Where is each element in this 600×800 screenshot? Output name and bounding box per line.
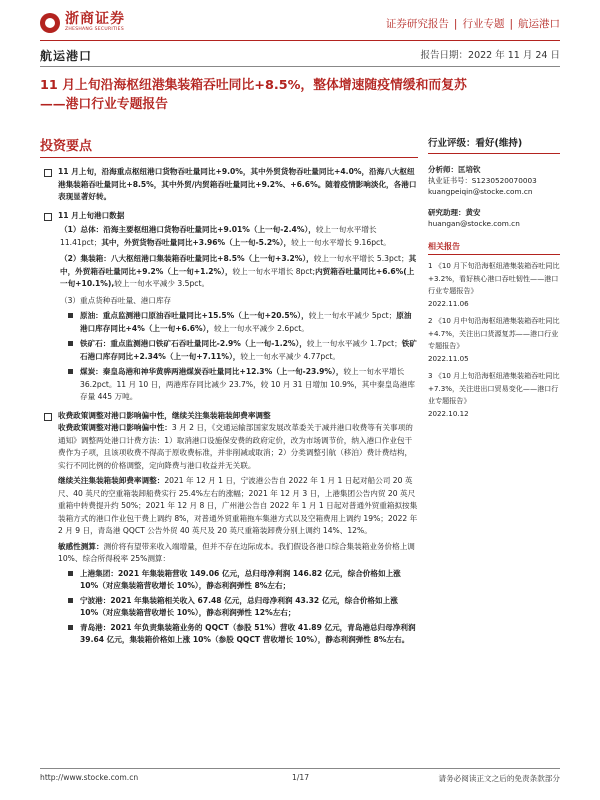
coal-item: 煤炭：秦皇岛港和神华黄骅两港煤炭吞吐量同比+12.3%（上一旬-23.9%），较上一旬水平增长 36.2pct。11 月 10 日，两港库存同比减少 23.7%，较 10 月 31 日增加 10.9%，其中秦皇岛港库存量 445 万吨。: [40, 366, 418, 404]
related-report-item[interactable]: 3 《10 月上旬沿海枢纽港集装箱吞吐同比+7.3%，关注进出口贸易变化——港口行业专题报告》 2022.10.12: [428, 371, 560, 418]
analyst-email[interactable]: kuangpeiqin@stocke.com.cn: [428, 187, 533, 196]
crude-oil-item: 原油：重点监测港口原油吞吐量同比+15.5%（上一旬+20.5%），较上一旬水平减少 5pct；原油港口库存同比+4%（上一旬+6.6%），较上一旬水平减少 2.6pct。: [40, 310, 418, 335]
assistant-name: 研究助理：黄安: [428, 208, 481, 217]
container-throughput-item: （2）集装箱：八大枢纽港口集装箱吞吐量同比+8.5%（上一旬+3.2%），较上一旬水平增长 5.3pct；其中，外贸箱吞吐量同比+9.2%（上一旬+1.2%），较上一旬水平增长 8pct;内贸箱吞吐量同比+6.6%(上一旬+10.1%),较上一旬水平减少 3.5pct。: [60, 254, 417, 289]
assistant-email[interactable]: huangan@stocke.com.cn: [428, 219, 520, 228]
nav-item-research: 证券研究报告: [385, 18, 449, 30]
port-data-heading: 11 月上旬港口数据: [40, 210, 418, 223]
sensitivity-paragraph: 敏感性测算：测价将有望带来收入端增量，但并不存在边际成本。我们假设各港口综合集装箱业务价格上调 10%、综合所得税率 25%测算：: [58, 541, 415, 564]
section-divider: [40, 157, 418, 158]
logo-mark-icon: [40, 13, 60, 33]
iron-ore-item: 铁矿石：重点监测港口铁矿石吞吐量同比-2.9%（上一旬-1.2%），较上一旬水平减少 1.7pct；铁矿石港口库存同比+2.34%（上一旬+7.11%），较上一旬水平减少 4.77pct。: [40, 338, 418, 363]
logo-name-en: ZHESHANG SECURITIES: [65, 27, 124, 32]
container-fee-paragraph: 继续关注集装箱装卸费率调整：2021 年 12 月 1 日，宁波港公告自 2022 年 1 月 1 日起对船公司 20 英尺、40 英尺的空重箱装卸船费实行 25.4%左右的涨幅；2021 年 12 月 3 日，上港集团公告内贸 20 英尺重箱中转费提升约 50%；2021 年 12 月 8 日，广州港公告自 2022 年 1 月 1 日起对普通外贸重箱拟按集装箱方式的港口作业包干费上调约 8%，对普通外贸重箱拖车集港方式以及空箱费用上调约 19%；2022 年 2 月 9 日，青岛港 QQCT 公告外贸 40 英尺及 20 英尺重箱装卸费分别上调约 14%、12%。: [58, 476, 418, 536]
header-divider: [40, 40, 560, 41]
industry-label: 航运港口: [40, 49, 93, 63]
calc-item-ningbo: 宁波港：2021 年集装箱相关收入 67.48 亿元，总归母净利润 43.32 亿元，综合价格如上涨 10%（对应集装箱营收增长 10%），静态利润弹性 12%左右；: [40, 595, 418, 620]
nav-item-industry: 航运港口: [518, 18, 560, 30]
disclaimer-note: 请务必阅读正文之后的免责条款部分: [438, 774, 560, 783]
sidebar: [428, 135, 560, 420]
footer-url[interactable]: http://www.stocke.com.cn: [40, 773, 139, 782]
summary-bullet: 11 月上旬，沿海重点枢纽港口货物吞吐量同比+9.0%，其中外贸货物吞吐量同比+4.0%，沿海八大枢纽港集装箱吞吐量同比+8.5%，其中外贸/内贸箱吞吐量同比+9.2%、+6.6%。随着疫情影响淡化，各港口表现显著好转。: [40, 166, 418, 204]
fee-policy-paragraph: 收费政策调整对港口影响偏中性：3 月 2 日，《交通运输部国家发展改革委关于减并港口收费等有关事项的通知》调整两处港口计费方法：1）取消港口设施保安费的政府定价，改为市场调节价，纳入港口作业包干费作为子项，且该项收费不得高于原收费标准，并非削减或取消；2）分类调整引航（移泊）费计费结构，实行不同比例的价格调整，定向降费与港口收益并无关联。: [58, 423, 413, 470]
report-title-line1: 11 月上旬沿海枢纽港集装箱吞吐同比+8.5%，整体增速随疫情缓和而复苏: [40, 78, 467, 93]
related-report-item[interactable]: 1 《10 月下旬沿海枢纽港集装箱吞吐同比+3.2%，看好核心港口吞吐韧性——港口行业专题报告》 2022.11.06: [428, 261, 560, 308]
calc-item-qingdao: 青岛港：2021 年负责集装箱业务的 QQCT（参股 51%）营收 41.89 亿元，青岛港总归母净利润 39.64 亿元，集装箱价格如上涨 10%（参股 QQCT 营收增长 10%），静态利润弹性 8%左右。: [40, 622, 418, 647]
section-title: 投资要点: [40, 139, 93, 154]
overall-throughput-item: （1）总体：沿海主要枢纽港口货物吞吐量同比+9.01%（上一旬-2.4%），较上一旬水平增长 11.41pct；其中，外贸货物吞吐量同比+3.96%（上一旬-5.2%），较上一旬水平增长 9.16pct。: [60, 225, 391, 247]
fee-policy-heading: 收费政策调整对港口影响偏中性，继续关注集装箱装卸费率调整: [40, 410, 418, 423]
analyst-cert: 执业证书号：S1230520070003: [428, 176, 537, 185]
nav-item-topic: 行业专题: [462, 18, 505, 30]
industry-rating: 行业评级：看好(维持): [428, 138, 523, 149]
company-logo: [40, 12, 125, 33]
related-report-item[interactable]: 2 《10 月中旬沿海枢纽港集装箱吞吐同比+4.7%，关注出口货源复苏——港口行业专题报告》 2022.11.05: [428, 316, 560, 363]
logo-name-cn: 浙商证券: [65, 11, 125, 27]
page-number: 1/17: [292, 773, 310, 782]
analyst-block: [428, 164, 560, 197]
related-reports-title: 相关报告: [428, 242, 460, 251]
report-title-line2: ——港口行业专题报告: [40, 97, 168, 112]
report-date: 报告日期：2022 年 11 月 24 日: [420, 50, 560, 61]
sub-header-divider: [40, 66, 560, 67]
analyst-name: 分析师：匡培钦: [428, 165, 481, 174]
page-header: [0, 0, 600, 42]
sub-header: [40, 45, 560, 61]
report-category-nav: 证券研究报告 | 行业专题 | 航运港口: [385, 18, 560, 30]
calc-item-shanghai: 上港集团：2021 年集装箱营收 149.06 亿元，总归母净利润 146.82 亿元，综合价格如上涨 10%（对应集装箱营收增长 10%），静态利润弹性 8%左右；: [40, 568, 418, 593]
key-cargo-heading: （3）重点货种吞吐量、港口库存: [60, 295, 172, 305]
rating-divider: [428, 153, 560, 154]
main-content: [40, 135, 418, 647]
related-divider: [428, 254, 560, 255]
footer-divider: [40, 768, 560, 769]
assistant-block: [428, 207, 560, 229]
report-title: [40, 76, 560, 114]
